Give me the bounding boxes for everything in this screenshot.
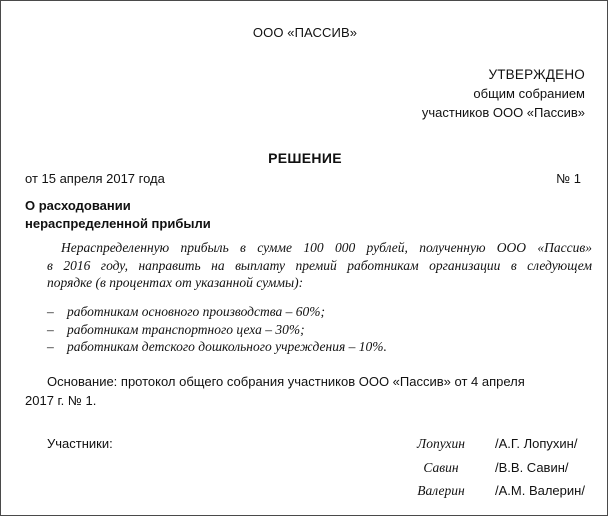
document-title: РЕШЕНИЕ bbox=[268, 150, 342, 166]
document-date: от 15 апреля 2017 года bbox=[25, 171, 165, 186]
participant-name-savin: /В.В. Савин/ bbox=[495, 460, 569, 475]
approval-line-1: УТВЕРЖДЕНО bbox=[488, 67, 585, 82]
participant-name-valerin: /А.М. Валерин/ bbox=[495, 483, 585, 498]
participants-label: Участники: bbox=[47, 436, 113, 451]
list-item-text: работникам основного производства – 60%; bbox=[67, 304, 326, 319]
participant-name-lopukhin: /А.Г. Лопухин/ bbox=[495, 436, 578, 451]
decision-line-2: в 2016 году, направить на выплату премий работникам организации в следующем bbox=[47, 257, 592, 273]
basis-line-1: Основание: протокол общего собрания участников ООО «Пассив» от 4 апреля bbox=[47, 374, 525, 389]
basis-line-2: 2017 г. № 1. bbox=[25, 393, 97, 408]
list-dash: – bbox=[47, 321, 54, 337]
approval-stamp bbox=[422, 65, 585, 122]
decision-line-3: порядке (в процентах от указанной суммы): bbox=[47, 275, 304, 291]
list-item-text: работникам детского дошкольного учреждения – 10%. bbox=[67, 339, 387, 355]
list-item bbox=[47, 303, 387, 321]
decision-line-1: Нераспределенную прибыль в сумме 100 000 рублей, полученную ООО «Пассив» bbox=[61, 240, 592, 255]
list-dash: – bbox=[47, 339, 54, 355]
decision-paragraph bbox=[47, 239, 592, 292]
document-subject bbox=[25, 197, 211, 233]
subject-line-1: О расходовании bbox=[25, 198, 131, 213]
approval-line-3: участников ООО «Пассив» bbox=[421, 105, 585, 120]
list-item-text: работникам транспортного цеха – 30%; bbox=[67, 321, 305, 337]
approval-line-2: общим собранием bbox=[473, 86, 585, 101]
signature-savin: Савин bbox=[423, 460, 459, 475]
list-dash: – bbox=[47, 304, 54, 319]
basis-paragraph bbox=[25, 372, 590, 410]
list-item bbox=[47, 321, 387, 339]
document-number: № 1 bbox=[556, 171, 581, 186]
subject-line-2: нераспределенной прибыли bbox=[25, 216, 211, 231]
signature-lopukhin: Лопухин bbox=[417, 436, 465, 451]
signature-valerin: Валерин bbox=[417, 483, 465, 498]
company-name: ООО «ПАССИВ» bbox=[252, 25, 358, 40]
list-item bbox=[47, 338, 387, 356]
bonus-list bbox=[47, 303, 387, 356]
